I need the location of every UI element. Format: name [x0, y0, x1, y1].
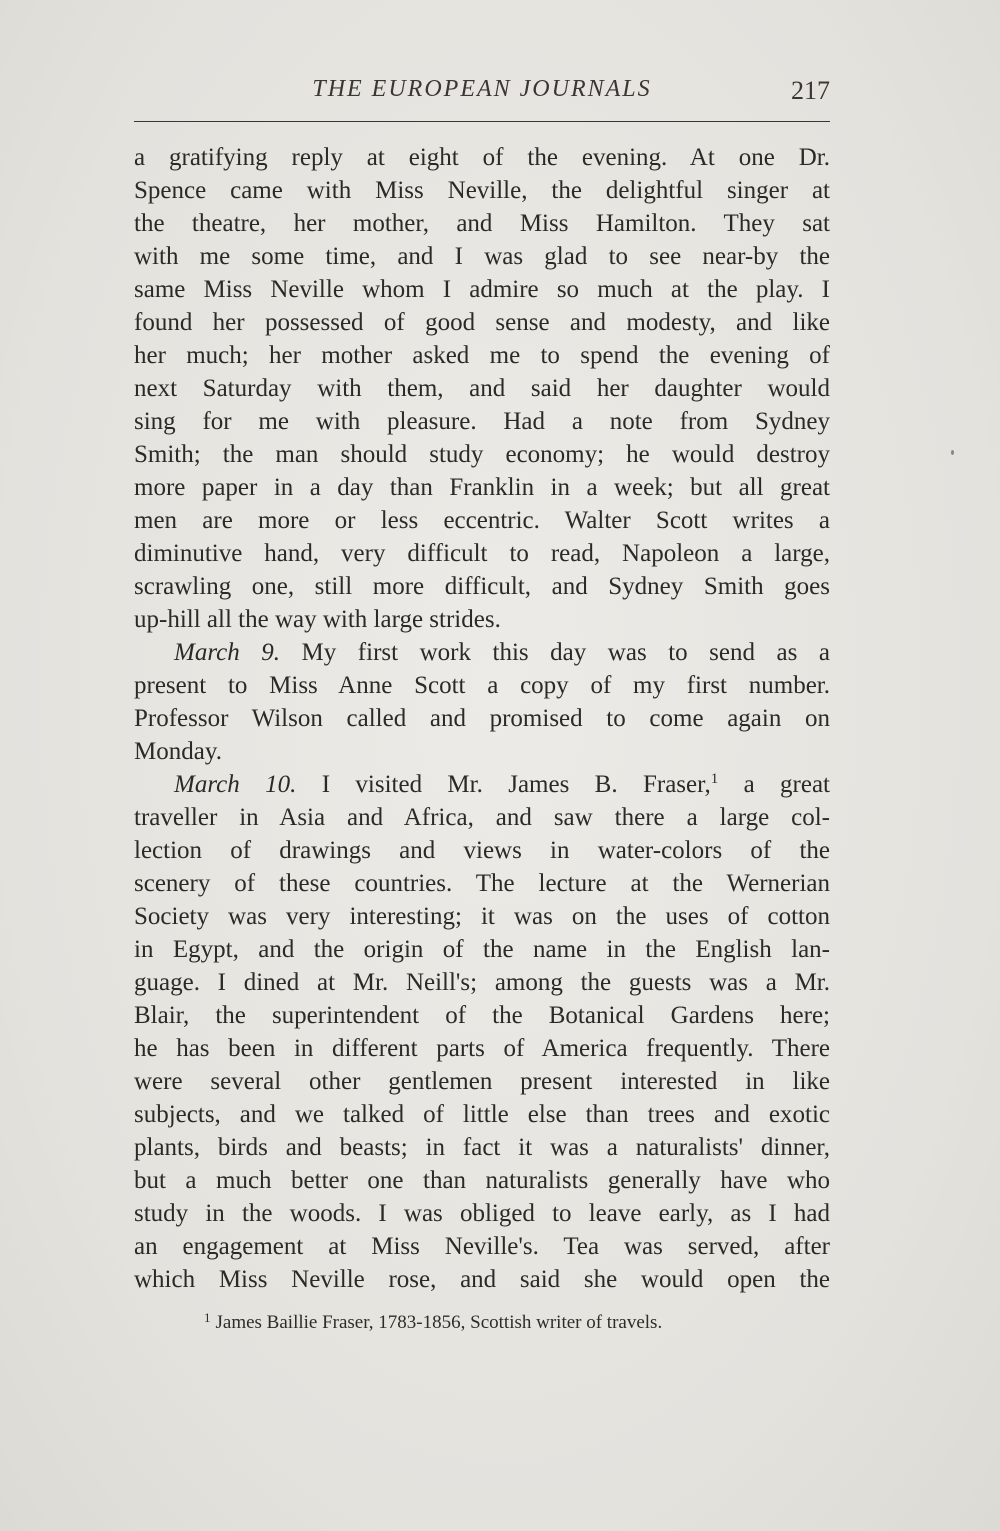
text-line: sing for me with pleasure. Had a note from Sydney: [134, 408, 830, 435]
text-line: study in the woods. I was obliged to leave early, as I had: [134, 1200, 830, 1227]
text-line: the theatre, her mother, and Miss Hamilton. They sat: [134, 210, 830, 237]
text-line: scrawling one, still more difficult, and Sydney Smith goes: [134, 573, 830, 600]
text-line: scenery of these countries. The lecture at the Wernerian: [134, 870, 830, 897]
text-line: diminutive hand, very difficult to read, Napoleon a large,: [134, 540, 830, 567]
text-fragment: I visited Mr. James B. Fraser,: [321, 771, 711, 798]
text-line: Society was very interesting; it was on the uses of cotton: [134, 903, 830, 930]
text-line: more paper in a day than Franklin in a week; but all great: [134, 474, 830, 501]
text-line: Professor Wilson called and promised to come again on: [134, 705, 830, 732]
text-line: next Saturday with them, and said her daughter would: [134, 375, 830, 402]
text-line: he has been in different parts of America frequently. There: [134, 1035, 830, 1062]
footnote-reference: 1: [710, 771, 719, 787]
text-line: Blair, the superintendent of the Botanical Gardens here;: [134, 1002, 830, 1029]
text-line: her much; her mother asked me to spend the evening of: [134, 342, 830, 369]
text-fragment: My first work this day was to send as a: [301, 639, 830, 666]
text-line: were several other gentlemen present interested in like: [134, 1068, 830, 1095]
text-line: guage. I dined at Mr. Neill's; among the guests was a Mr.: [134, 969, 830, 996]
text-line: Spence came with Miss Neville, the delightful singer at: [134, 177, 830, 204]
entry-date: March 10.: [174, 771, 297, 798]
text-line: subjects, and we talked of little else than trees and exotic: [134, 1101, 830, 1128]
body-text: [134, 141, 830, 1296]
text-line: men are more or less eccentric. Walter Scott writes a: [134, 507, 830, 534]
text-line: which Miss Neville rose, and said she would open the: [134, 1266, 830, 1293]
running-title: THE EUROPEAN JOURNALS: [312, 76, 652, 102]
entry-date: March 9.: [174, 639, 281, 666]
footnote-mark: 1: [204, 1310, 211, 1325]
text-line: with me some time, and I was glad to see near-by the: [134, 243, 830, 270]
text-line: Monday.: [134, 738, 222, 765]
text-line: in Egypt, and the origin of the name in the English lan-: [134, 936, 830, 963]
running-head: [134, 76, 830, 116]
text-line: but a much better one than naturalists generally have who: [134, 1167, 830, 1194]
text-line: Smith; the man should study economy; he would destroy: [134, 441, 830, 468]
paper-speck: [951, 450, 954, 455]
footnote: [204, 1305, 662, 1336]
page-number: 217: [791, 76, 830, 105]
text-line: up-hill all the way with large strides.: [134, 606, 501, 633]
header-rule: [134, 121, 830, 122]
entry-first-line: [134, 636, 830, 669]
text-fragment: a great: [743, 771, 831, 798]
text-line: traveller in Asia and Africa, and saw there a large col-: [134, 804, 830, 831]
text-line: present to Miss Anne Scott a copy of my first number.: [134, 672, 830, 699]
text-line: a gratifying reply at eight of the evening. At one Dr.: [134, 144, 830, 171]
entry-first-line: [134, 768, 830, 801]
text-line: found her possessed of good sense and modesty, and like: [134, 309, 830, 336]
footnote-text: James Baillie Fraser, 1783-1856, Scottish writer of travels.: [215, 1312, 663, 1333]
text-line: same Miss Neville whom I admire so much at the play. I: [134, 276, 830, 303]
text-line: lection of drawings and views in water-colors of the: [134, 837, 830, 864]
text-line: plants, birds and beasts; in fact it was a naturalists' dinner,: [134, 1134, 830, 1161]
text-line: an engagement at Miss Neville's. Tea was served, after: [134, 1233, 830, 1260]
